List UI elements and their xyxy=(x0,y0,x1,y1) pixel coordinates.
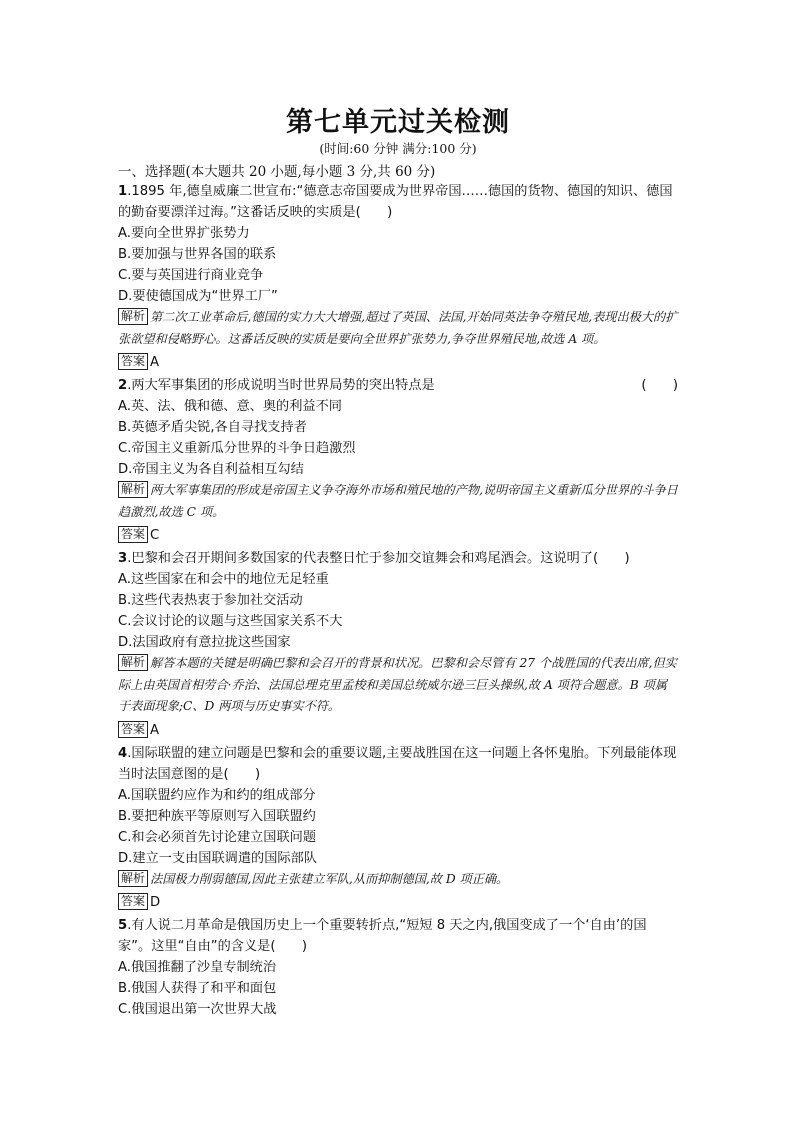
option-a: A.英、法、俄和德、意、奥的利益不同 xyxy=(118,399,342,414)
explain-tag: 解析 xyxy=(118,870,148,887)
option-b: B.英德矛盾尖锐,各自寻找支持者 xyxy=(118,420,307,435)
explain-tag: 解析 xyxy=(118,481,148,498)
exam-info: (时间:60 分钟 满分:100 分) xyxy=(319,141,477,156)
answer-tag: 答案 xyxy=(118,721,148,738)
option-d: D.要使德国成为“世界工厂” xyxy=(118,289,278,304)
answer: 答案 A xyxy=(118,720,678,741)
option-d: D.法国政府有意拉拢这些国家 xyxy=(118,635,291,650)
option-b: B.这些代表热衷于参加社交活动 xyxy=(118,593,303,608)
explain-tag: 解析 xyxy=(118,654,148,671)
explanation: 解析 两大军事集团的形成是帝国主义争夺海外市场和殖民地的产物,说明帝国主义重新瓜分世界的斗争日趋激烈,故选 C 项。 xyxy=(118,482,678,519)
answer: 答案 C xyxy=(118,525,678,546)
option-b: B.要加强与世界各国的联系 xyxy=(118,247,277,262)
page-title: 第七单元过关检测 xyxy=(286,107,510,138)
question-1 xyxy=(118,181,678,373)
answer: 答案 D xyxy=(118,892,678,913)
explanation: 解析 解答本题的关键是明确巴黎和会召开的背景和状况。巴黎和会尽管有 27 个战胜国的代表出席,但实际上由英国首相劳合·乔治、法国总理克里孟梭和美国总统威尔逊三巨头操纵,故 A 项符合题意。B 项属于表面现象;C、D 两项与历史事实不符。 xyxy=(118,655,677,713)
explanation: 解析 法国极力削弱德国,因此主张建立军队,从而抑制德国,故 D 项正确。 xyxy=(118,869,678,891)
question-stem: 4.国际联盟的建立问题是巴黎和会的重要议题,主要战胜国在这一问题上各怀鬼胎。下列最能体现当时法国意图的是( ) xyxy=(118,745,677,782)
question-stem: 3.巴黎和会召开期间多数国家的代表整日忙于参加交谊舞会和鸡尾酒会。这说明了( ) xyxy=(118,551,630,566)
question-4 xyxy=(118,743,678,914)
answer: 答案 A xyxy=(118,352,678,373)
question-3 xyxy=(118,548,678,741)
answer-tag: 答案 xyxy=(118,893,148,910)
option-c: C.帝国主义重新瓜分世界的斗争日趋激烈 xyxy=(118,441,356,456)
questions-list xyxy=(118,181,678,1020)
question-5 xyxy=(118,915,678,1020)
option-a: A.国联盟约应作为和约的组成部分 xyxy=(118,787,316,803)
section-heading: 一、选择题(本大题共 20 小题,每小题 3 分,共 60 分) xyxy=(118,164,436,180)
option-c: C.会议讨论的议题与这些国家关系不大 xyxy=(118,614,343,629)
explanation: 解析 第二次工业革命后,德国的实力大大增强,超过了英国、法国,开始同英法争夺殖民地,表现出极大的扩张欲望和侵略野心。这番话反映的实质是要向全世界扩张势力,争夺世界殖民地,故选 A 项。 xyxy=(118,309,678,346)
option-d: D.帝国主义为各自利益相互勾结 xyxy=(118,462,304,477)
question-2 xyxy=(118,375,678,546)
answer-tag: 答案 xyxy=(118,353,148,370)
option-b: B.俄国人获得了和平和面包 xyxy=(118,981,277,996)
explain-tag: 解析 xyxy=(118,308,148,325)
option-b: B.要把种族平等原则写入国联盟约 xyxy=(118,808,316,824)
answer-tag: 答案 xyxy=(118,526,148,543)
option-a: A.这些国家在和会中的地位无足轻重 xyxy=(118,572,329,587)
question-stem: 1.1895 年,德皇威廉二世宣布:“德意志帝国要成为世界帝国……德国的货物、德国的知识、德国的勤奋要漂洋过海。”这番话反映的实质是( ) xyxy=(118,184,673,220)
option-c: C.要与英国进行商业竞争 xyxy=(118,268,264,283)
option-a: A.俄国推翻了沙皇专制统治 xyxy=(118,960,277,975)
option-d: D.建立一支由国联调遣的国际部队 xyxy=(118,850,317,866)
option-c: C.俄国退出第一次世界大战 xyxy=(118,1002,277,1017)
question-stem: 2.两大军事集团的形成说明当时世界局势的突出特点是 ( ) xyxy=(118,378,678,393)
question-stem: 5.有人说二月革命是俄国历史上一个重要转折点,“短短 8 天之内,俄国变成了一个‘自由’的国家”。这里“自由”的含义是( ) xyxy=(118,918,647,954)
option-c: C.和会必须首先讨论建立国联问题 xyxy=(118,829,317,845)
option-a: A.要向全世界扩张势力 xyxy=(118,226,250,241)
